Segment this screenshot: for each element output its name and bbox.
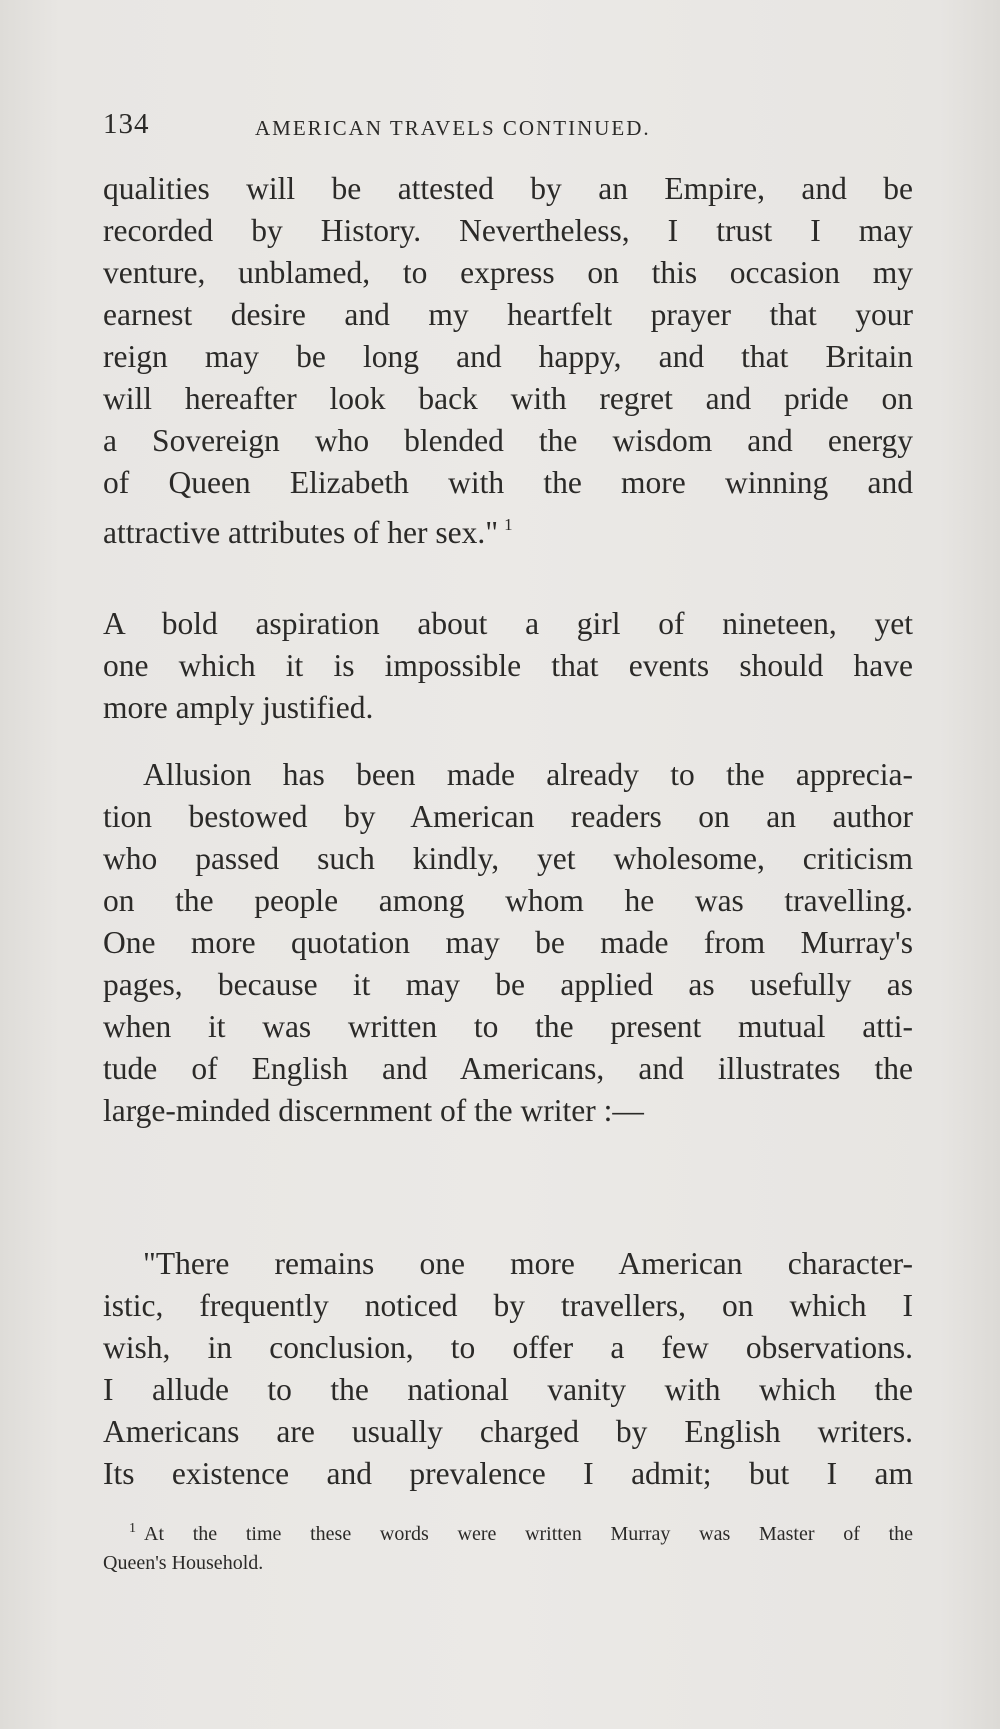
text-line: venture, unblamed, to express on this occasion my: [103, 255, 913, 290]
page-number: 134: [103, 108, 150, 140]
text-line: [103, 504, 913, 550]
text-line: will hereafter look back with regret and pride on: [103, 381, 913, 416]
footnote-line: [103, 1512, 913, 1546]
quotation-murray: [103, 1243, 913, 1495]
text-line: more amply justified.: [103, 690, 374, 725]
text-line: pages, because it may be applied as usefully as: [103, 967, 913, 1002]
text-line: recorded by History. Nevertheless, I trust I may: [103, 213, 913, 248]
text-line: of Queen Elizabeth with the more winning and: [103, 465, 913, 500]
text-line: earnest desire and my heartfelt prayer that your: [103, 297, 913, 332]
paragraph-bold-aspiration: [103, 603, 913, 729]
footnote-reference: 1: [504, 515, 513, 534]
text-line: qualities will be attested by an Empire, and be: [103, 171, 913, 206]
text-line: when it was written to the present mutual atti-: [103, 1009, 913, 1044]
text-line: Americans are usually charged by English writers.: [103, 1414, 913, 1449]
footnote-text: At the time these words were written Murray was Master of the: [144, 1523, 913, 1545]
text-line: on the people among whom he was travelling.: [103, 883, 913, 918]
text-line-content: attractive attributes of her sex.": [103, 515, 499, 550]
text-line: A bold aspiration about a girl of nineteen, yet: [103, 606, 913, 641]
running-head: [103, 108, 913, 148]
footnote-line: Queen's Household.: [103, 1552, 264, 1574]
text-line: tion bestowed by American readers on an author: [103, 799, 913, 834]
text-line: reign may be long and happy, and that Britain: [103, 339, 913, 374]
text-line: I allude to the national vanity with which the: [103, 1372, 913, 1407]
text-line: istic, frequently noticed by travellers, on which I: [103, 1288, 913, 1323]
text-line: large-minded discernment of the writer :—: [103, 1093, 644, 1128]
text-line: a Sovereign who blended the wisdom and energy: [103, 423, 913, 458]
text-line: wish, in conclusion, to offer a few observations.: [103, 1330, 913, 1365]
footnote-mark: 1: [129, 1521, 136, 1536]
text-line: tude of English and Americans, and illustrates the: [103, 1051, 913, 1086]
paragraph-allusion: [103, 754, 913, 1132]
text-line: Allusion has been made already to the apprecia-: [143, 757, 913, 792]
quotation-ending: [103, 168, 913, 550]
running-head-title: AMERICAN TRAVELS CONTINUED.: [255, 116, 651, 140]
text-line: One more quotation may be made from Murray's: [103, 925, 913, 960]
text-line: one which it is impossible that events should have: [103, 648, 913, 683]
text-line: Its existence and prevalence I admit; but I am: [103, 1456, 913, 1491]
text-line: "There remains one more American character-: [143, 1246, 913, 1281]
footnote: [103, 1512, 913, 1580]
text-line: who passed such kindly, yet wholesome, criticism: [103, 841, 913, 876]
